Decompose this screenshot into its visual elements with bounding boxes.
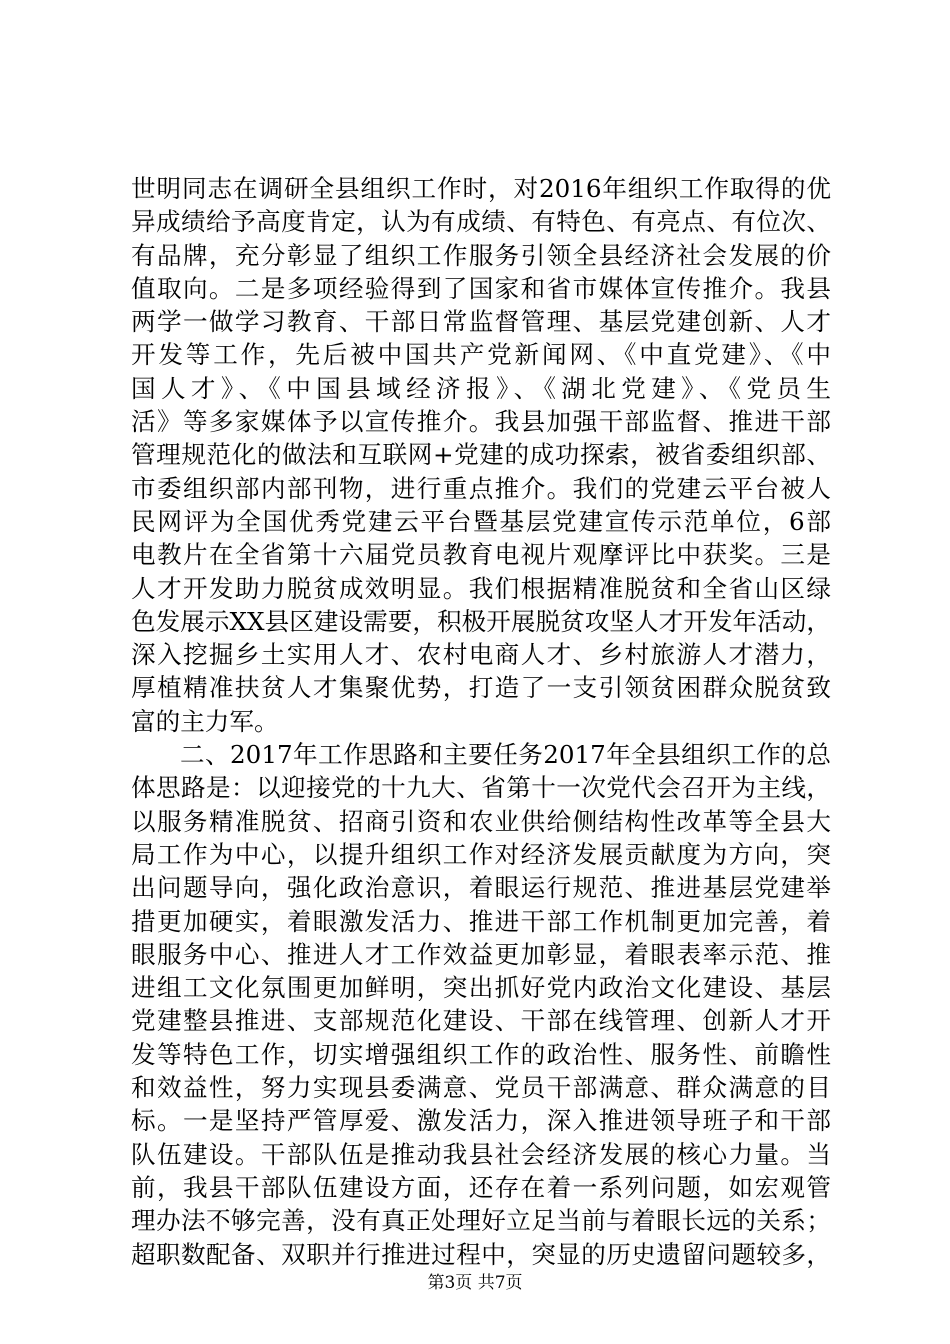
text-line: 进组工文化氛围更加鲜明，突出抓好党内政治文化建设、基层 <box>131 973 831 1003</box>
text-line: 措更加硬实，着眼激发活力、推进干部工作机制更加完善，着 <box>131 906 831 936</box>
text-line: 异成绩给予高度肯定，认为有成绩、有特色、有亮点、有位次、 <box>131 207 831 237</box>
body-text <box>131 172 831 1271</box>
text-line: 前，我县干部队伍建设方面，还存在着一系列问题，如宏观管 <box>131 1172 831 1202</box>
text-line: 超职数配备、双职并行推进过程中，突显的历史遗留问题较多， <box>131 1239 831 1269</box>
text-line: 眼服务中心、推进人才工作效益更加彰显，着眼表率示范、推 <box>131 939 831 969</box>
text-line: 深入挖掘乡土实用人才、农村电商人才、乡村旅游人才潜力， <box>131 640 831 670</box>
text-line: 局工作为中心，以提升组织工作对经济发展贡献度为方向，突 <box>131 839 831 869</box>
text-line: 有品牌，充分彰显了组织工作服务引领全县经济社会发展的价 <box>131 240 831 270</box>
text-line: 市委组织部内部刊物，进行重点推介。我们的党建云平台被人 <box>131 473 831 503</box>
text-line: 标。一是坚持严管厚爱、激发活力，深入推进领导班子和干部 <box>131 1106 831 1136</box>
text-line: 色发展示XX县区建设需要，积极开展脱贫攻坚人才开发年活动， <box>131 606 831 636</box>
text-line: 理办法不够完善，没有真正处理好立足当前与着眼长远的关系； <box>131 1206 831 1236</box>
text-line: 开发等工作，先后被中国共产党新闻网、《中直党建》、《中 <box>131 340 831 370</box>
text-line: 电教片在全省第十六届党员教育电视片观摩评比中获奖。三是 <box>131 540 831 570</box>
text-line: 值取向。二是多项经验得到了国家和省市媒体宣传推介。我县 <box>131 273 831 303</box>
page-footer: 第3页 共7页 <box>427 1273 523 1293</box>
text-line: 民网评为全国优秀党建云平台暨基层党建宣传示范单位，6部 <box>131 506 831 536</box>
text-line: 以服务精准脱贫、招商引资和农业供给侧结构性改革等全县大 <box>131 806 831 836</box>
text-line: 活》等多家媒体予以宣传推介。我县加强干部监督、推进干部 <box>131 407 831 437</box>
text-line: 发等特色工作，切实增强组织工作的政治性、服务性、前瞻性 <box>131 1039 831 1069</box>
text-line: 体思路是：以迎接党的十九大、省第十一次党代会召开为主线， <box>131 773 831 803</box>
text-line: 队伍建设。干部队伍是推动我县社会经济发展的核心力量。当 <box>131 1139 831 1169</box>
text-line: 厚植精准扶贫人才集聚优势，打造了一支引领贫困群众脱贫致 <box>131 673 831 703</box>
text-line: 富的主力军。 <box>131 706 279 736</box>
text-line: 人才开发助力脱贫成效明显。我们根据精准脱贫和全省山区绿 <box>131 573 831 603</box>
text-line: 管理规范化的做法和互联网+党建的成功探索，被省委组织部、 <box>131 440 831 470</box>
text-line: 和效益性，努力实现县委满意、党员干部满意、群众满意的目 <box>131 1073 831 1103</box>
text-line: 二、2017年工作思路和主要任务2017年全县组织工作的总 <box>180 740 831 770</box>
text-line: 出问题导向，强化政治意识，着眼运行规范、推进基层党建举 <box>131 873 831 903</box>
text-line: 世明同志在调研全县组织工作时，对2016年组织工作取得的优 <box>131 174 831 203</box>
text-line: 党建整县推进、支部规范化建设、干部在线管理、创新人才开 <box>131 1006 831 1036</box>
text-line: 两学一做学习教育、干部日常监督管理、基层党建创新、人才 <box>131 307 831 337</box>
text-line: 国人才》、《中国县域经济报》、《湖北党建》、《党员生 <box>131 373 831 403</box>
